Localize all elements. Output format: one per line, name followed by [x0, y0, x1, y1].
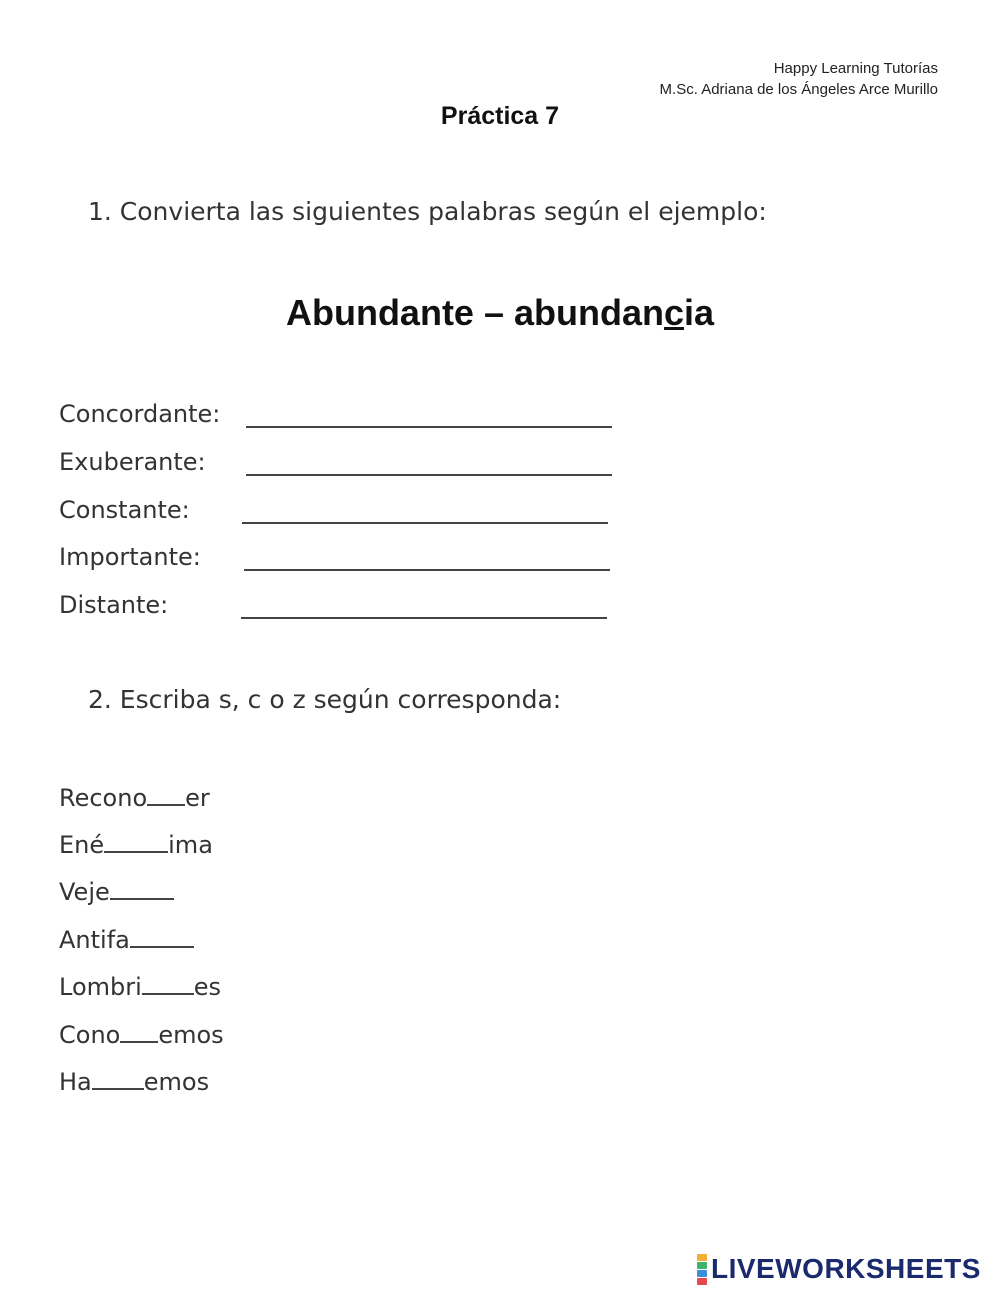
word-prefix: Ené — [59, 831, 105, 859]
instruction-2: 2. Escriba s, c o z según corresponda: — [88, 685, 562, 714]
letter-blank[interactable] — [92, 1066, 144, 1090]
conversion-label: Constante: — [59, 496, 190, 524]
word-prefix: Antifa — [59, 926, 130, 954]
example-word-pair — [0, 292, 1000, 334]
answer-blank[interactable] — [241, 617, 607, 619]
word-prefix: Ha — [59, 1068, 92, 1096]
header-line-1: Happy Learning Tutorías — [773, 60, 938, 77]
word-suffix: emos — [158, 1021, 224, 1049]
example-part-2: ia — [684, 292, 715, 333]
word-prefix: Recono — [59, 784, 148, 812]
answer-blank[interactable] — [246, 426, 612, 428]
header — [660, 58, 938, 100]
word-suffix: emos — [143, 1068, 210, 1096]
letter-blank[interactable] — [147, 782, 185, 806]
fill-in-row — [59, 924, 194, 954]
letter-blank[interactable] — [104, 829, 168, 853]
conversion-label: Exuberante: — [59, 448, 206, 476]
fill-in-row — [59, 829, 213, 859]
word-prefix: Veje — [59, 878, 110, 906]
logo-text: LIVEWORKSHEETS — [711, 1253, 981, 1284]
liveworksheets-logo — [697, 1253, 981, 1285]
answer-blank[interactable] — [242, 522, 608, 524]
fill-in-row — [59, 1066, 209, 1096]
logo-block — [697, 1254, 707, 1261]
fill-in-row — [59, 1019, 224, 1049]
letter-blank[interactable] — [130, 924, 194, 948]
conversion-label: Distante: — [59, 591, 169, 619]
letter-blank[interactable] — [142, 971, 194, 995]
answer-blank[interactable] — [246, 474, 612, 476]
liveworksheets-icon — [697, 1254, 707, 1285]
word-prefix: Cono — [59, 1021, 121, 1049]
logo-block — [697, 1270, 707, 1277]
example-underlined-letter: c — [663, 292, 684, 333]
letter-blank[interactable] — [120, 1019, 158, 1043]
example-part-1: Abundante – abundan — [285, 292, 664, 333]
word-suffix: er — [185, 784, 210, 812]
header-line-2: M.Sc. Adriana de los Ángeles Arce Murillo — [659, 81, 938, 98]
logo-block — [697, 1278, 707, 1285]
logo-block — [697, 1262, 707, 1269]
conversion-label: Importante: — [59, 543, 201, 571]
instruction-1: 1. Convierta las siguientes palabras según el ejemplo: — [88, 197, 767, 226]
fill-in-row — [59, 876, 174, 906]
fill-in-row — [59, 782, 210, 812]
letter-blank[interactable] — [110, 876, 174, 900]
page-title: Práctica 7 — [440, 102, 560, 130]
word-suffix: ima — [168, 831, 213, 859]
word-prefix: Lombri — [59, 973, 142, 1001]
word-suffix: es — [193, 973, 222, 1001]
conversion-label: Concordante: — [59, 400, 221, 428]
answer-blank[interactable] — [244, 569, 610, 571]
fill-in-row — [59, 971, 221, 1001]
